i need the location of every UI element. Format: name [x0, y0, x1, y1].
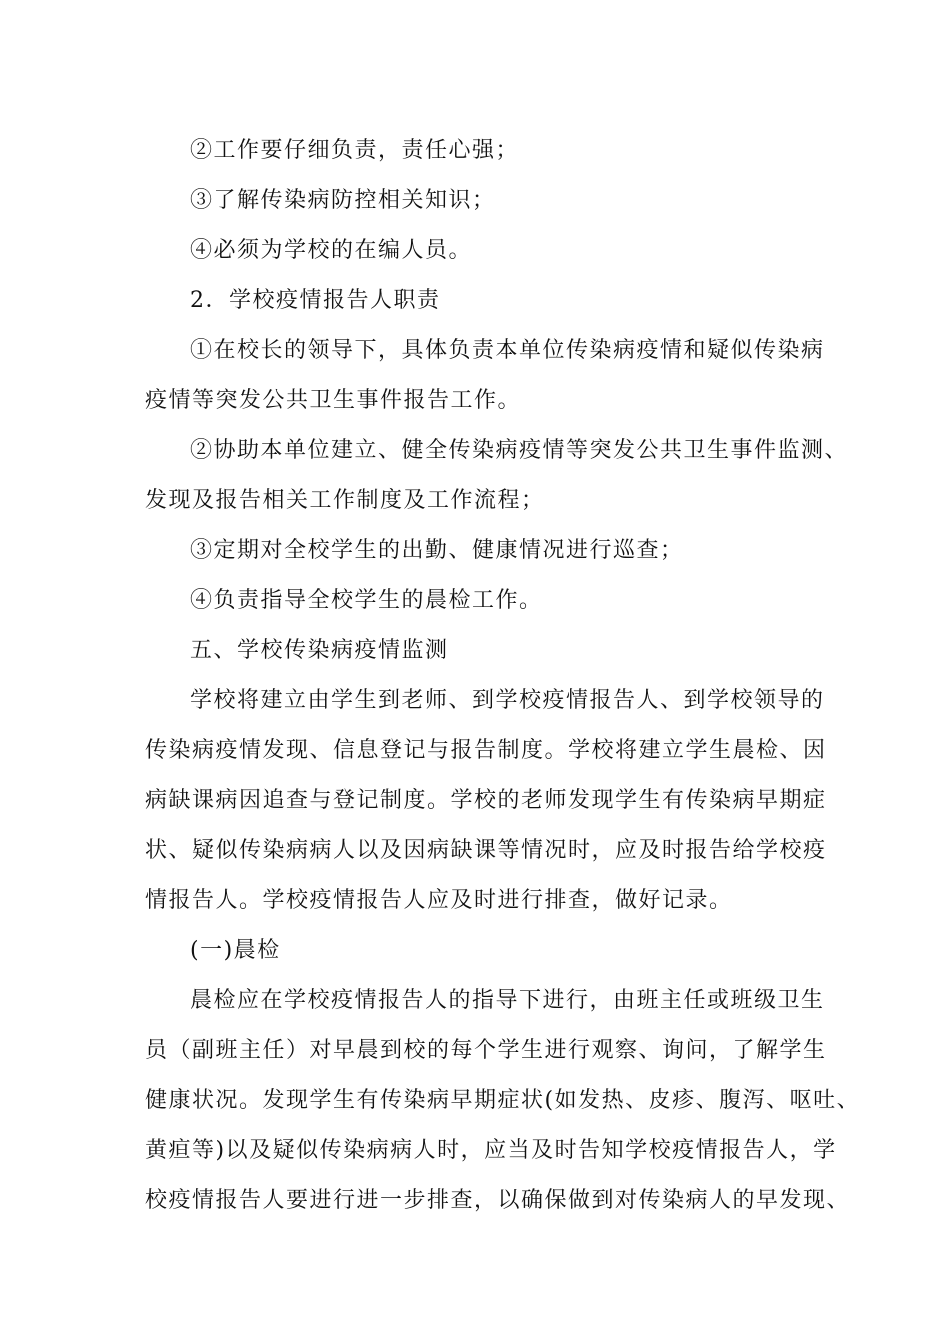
text-line: 疫情等突发公共卫生事件报告工作。: [145, 388, 522, 413]
text-line: 晨检应在学校疫情报告人的指导下进行，由班主任或班级卫生: [190, 988, 825, 1013]
section-heading: 2．学校疫情报告人职责: [190, 288, 441, 313]
text-line: ③了解传染病防控相关知识；: [190, 188, 496, 213]
text-line: ④负责指导全校学生的晨检工作。: [190, 588, 543, 613]
text-line: 员（副班主任）对早晨到校的每个学生进行观察、询问，了解学生: [145, 1038, 827, 1063]
text-line: 情报告人。学校疫情报告人应及时进行排查，做好记录。: [145, 888, 733, 913]
text-line: 学校将建立由学生到老师、到学校疫情报告人、到学校领导的: [190, 688, 825, 713]
text-line: ②协助本单位建立、健全传染病疫情等突发公共卫生事件监测、: [190, 438, 849, 463]
text-line: 校疫情报告人要进行进一步排查，以确保做到对传染病人的早发现、: [145, 1188, 851, 1213]
text-line: 病缺课病因追查与登记制度。学校的老师发现学生有传染病早期症: [145, 788, 827, 813]
text-line: ②工作要仔细负责，责任心强；: [190, 138, 520, 163]
text-line: 状、疑似传染病病人以及因病缺课等情况时，应及时报告给学校疫: [145, 838, 827, 863]
text-line: 黄疸等)以及疑似传染病病人时，应当及时告知学校疫情报告人，学: [145, 1138, 837, 1163]
text-line: ③定期对全校学生的出勤、健康情况进行巡查；: [190, 538, 684, 563]
text-line: ①在校长的领导下，具体负责本单位传染病疫情和疑似传染病: [190, 338, 825, 363]
text-line: 发现及报告相关工作制度及工作流程；: [145, 488, 545, 513]
text-line: 传染病疫情发现、信息登记与报告制度。学校将建立学生晨检、因: [145, 738, 827, 763]
text-line: 健康状况。发现学生有传染病早期症状(如发热、皮疹、腹泻、呕吐、: [145, 1088, 861, 1113]
subsection-heading: (一)晨检: [190, 938, 281, 963]
text-line: ④必须为学校的在编人员。: [190, 238, 473, 263]
section-heading: 五、学校传染病疫情监测: [190, 638, 449, 663]
